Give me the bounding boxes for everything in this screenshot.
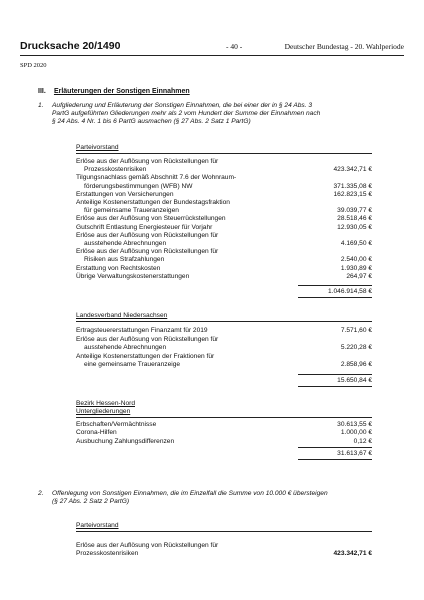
line-item-amount: 39.039,77 € xyxy=(337,207,372,215)
line-item-label: Ausbuchung Zahlungsdifferenzen xyxy=(76,437,175,445)
part2-parteivorstand-heading: Parteivorstand xyxy=(76,522,119,529)
part1-title-line: Aufgliederung und Erläuterung der Sonstigen Einnahmen, die bei einer der in § 24 Abs. 3 xyxy=(52,102,313,109)
line-item-label: eine gemeinsame Traueranzeige xyxy=(84,361,181,369)
line-item-amount: 12.930,05 € xyxy=(337,223,372,231)
party-year: SPD 2020 xyxy=(20,62,47,69)
sum-rule xyxy=(298,386,372,387)
line-item-amount: 1.000,00 € xyxy=(340,429,372,437)
line-item-label: Corona-Hilfen xyxy=(76,429,117,437)
publisher: Deutscher Bundestag - 20. Wahlperiode xyxy=(284,42,404,51)
block-rule xyxy=(76,417,372,418)
line-item-amount: 0,12 € xyxy=(353,437,372,445)
line-item-amount: 4.169,50 € xyxy=(340,240,372,247)
part1-title-line: § 24 Abs. 4 Nr. 1 bis 6 PartG ausmachen (§ 27 Abs. 2 Satz 1 PartG) xyxy=(52,118,251,125)
block-rule xyxy=(76,531,372,532)
line-item-label: Erbschaften/Vermächtnisse xyxy=(76,421,157,428)
line-item-label: Prozesskostenrisiken xyxy=(84,166,147,174)
line-item-label: Erlöse aus der Auflösung von Rückstellungen für xyxy=(76,158,219,165)
sum-rule xyxy=(298,447,372,448)
sum-rule xyxy=(298,374,372,375)
sum-rule xyxy=(298,285,372,286)
line-item-amount: 423.342,71 € xyxy=(333,550,372,558)
line-item-label: Prozesskostenrisiken xyxy=(76,550,139,558)
hessen-total: 31.613,67 € xyxy=(337,450,372,457)
line-item-label: Erlöse aus der Auflösung von Steuerrückstellungen xyxy=(76,215,226,223)
part1-title-line: PartG aufgeführten Gliederungen mehr als 2 vom Hundert der Summe der Einnahmen nach xyxy=(52,110,321,117)
block-rule xyxy=(76,321,372,322)
line-item-label: Gutschrift Entlastung Energiesteuer für Vorjahr xyxy=(76,223,213,231)
sum-rule xyxy=(298,459,372,460)
line-item-label: Anteilige Kostenerstattungen der Fraktionen für xyxy=(76,352,215,360)
line-item-amount: 264,97 € xyxy=(346,272,372,280)
section-title: Erläuterungen der Sonstigen Einnahmen xyxy=(53,88,190,95)
line-item-label: Erlöse aus der Auflösung von Rückstellungen für xyxy=(76,248,219,256)
parteivorstand-total: 1.046.914,58 € xyxy=(328,288,372,295)
line-item-label: Risiken aus Strafzahlungen xyxy=(84,256,165,264)
sum-rule xyxy=(298,297,372,298)
line-item-label: ausstehende Abrechnungen xyxy=(84,240,167,247)
block-rule xyxy=(76,153,372,154)
line-item-amount: 371.335,08 € xyxy=(333,182,372,190)
line-item-amount: 2.540,00 € xyxy=(340,256,372,264)
line-item-amount: 30.613,55 € xyxy=(337,421,372,428)
line-item-amount: 423.342,71 € xyxy=(333,166,372,174)
line-item-amount: 7.571,60 € xyxy=(340,327,372,334)
part2-number: 2. xyxy=(38,490,44,497)
niedersachsen-heading: Landesverband Niedersachsen xyxy=(76,312,168,319)
line-item-amount: 2.858,96 € xyxy=(340,361,372,369)
part2-title-line: Offenlegung von Sonstigen Einnahmen, die im Einzelfall die Summe von 10.000 € übersteigen xyxy=(52,490,328,497)
line-item-label: Erlöse aus der Auflösung von Rückstellungen für xyxy=(76,231,219,239)
hessen-subheading: Untergliederungen xyxy=(76,408,131,415)
page-header xyxy=(20,40,404,54)
line-item-amount: 1.930,89 € xyxy=(340,264,372,272)
part1-title xyxy=(52,102,392,126)
line-item-label: förderungsbestimmungen (WFB) NW xyxy=(84,182,193,190)
niedersachsen-total: 15.650,84 € xyxy=(337,377,372,384)
line-item-label: Tilgungsnachlass gemäß Abschnitt 7.6 der Wohnraum- xyxy=(76,174,237,182)
part1-number: 1. xyxy=(38,102,44,109)
line-item-amount: 162.823,15 € xyxy=(333,190,372,198)
line-item-label: Erstattung von Rechtskosten xyxy=(76,264,161,272)
section-number: III. xyxy=(38,88,46,95)
hessen-heading: Bezirk Hessen-Nord xyxy=(76,400,135,407)
line-item-label: Übrige Verwaltungskostenerstattungen xyxy=(76,272,190,280)
line-item-label: Erstattungen von Versicherungen xyxy=(76,190,174,198)
line-item-label: Erlöse aus der Auflösung von Rückstellungen für xyxy=(76,335,219,343)
parteivorstand-heading: Parteivorstand xyxy=(76,144,119,151)
header-rule xyxy=(20,55,404,56)
line-item-label: Anteilige Kostenerstattungen der Bundestagsfraktion xyxy=(76,199,230,206)
part2-title-line: (§ 27 Abs. 2 Satz 2 PartG) xyxy=(52,498,130,505)
line-item-label: Ertragsteuererstattungen Finanzamt für 2019 xyxy=(76,327,208,334)
section-heading xyxy=(38,88,190,95)
part2-title xyxy=(52,490,392,506)
line-item-label: ausstehende Abrechnungen xyxy=(84,344,167,352)
line-item-amount: 5.220,28 € xyxy=(340,344,372,352)
line-item-label: Erlöse aus der Auflösung von Rückstellungen für xyxy=(76,542,219,549)
document-label: Drucksache 20/1490 xyxy=(20,40,121,52)
page-number: - 40 - xyxy=(226,42,243,51)
line-item-label: für gemeinsame Traueranzeigen xyxy=(84,207,179,215)
line-item-amount: 28.518,46 € xyxy=(337,215,372,223)
